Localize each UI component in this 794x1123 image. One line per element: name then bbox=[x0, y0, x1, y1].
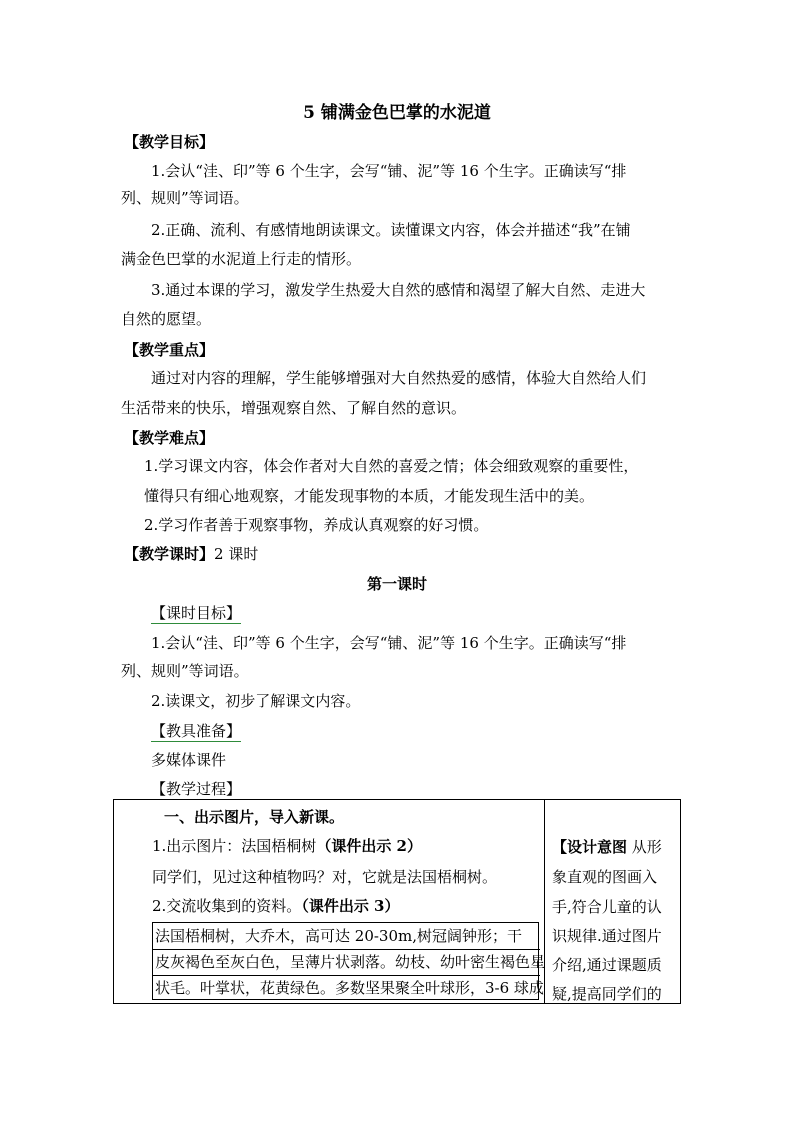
info-box-rule-1 bbox=[153, 949, 540, 950]
focus-line-a: 通过对内容的理解，学生能够增强对大自然热爱的感情，体验大自然给人们 bbox=[151, 369, 647, 387]
info-line-3: 状毛。叶掌状，花黄绿色。多数坚果聚全叶球形，3-6 球成 bbox=[155, 979, 544, 997]
step-2-text: 2.交流收集到的资料。 bbox=[152, 897, 302, 915]
tools-heading-wrap bbox=[151, 720, 241, 742]
difficulty-1b: 懂得只有细心地观察，才能发现事物的本质，才能发现生活中的美。 bbox=[144, 487, 595, 505]
section-heading: 一、出示图片，导入新课。 bbox=[164, 808, 345, 826]
design-intent-line-6: 疑,提高同学们的 bbox=[552, 985, 662, 1003]
design-intent-heading: 【设计意图 bbox=[552, 838, 628, 856]
question-line: 同学们，见过这种植物吗？对，它就是法国梧桐树。 bbox=[152, 868, 498, 886]
goal-3a: 3.通过本课的学习，激发学生热爱大自然的感情和渴望了解大自然、走进大 bbox=[151, 281, 646, 299]
lesson-goal-1b: 列、规则”等词语。 bbox=[121, 662, 249, 680]
design-intent-line-3: 手,符合儿童的认 bbox=[552, 898, 662, 916]
design-intent-line-1 bbox=[552, 836, 662, 858]
step-1 bbox=[152, 835, 422, 857]
design-intent-text-1: 从形 bbox=[631, 838, 662, 856]
focus-line-b: 生活带来的快乐，增强观察自然、了解自然的意识。 bbox=[121, 399, 467, 417]
lesson-goal-heading-wrap bbox=[151, 602, 241, 624]
goal-3b: 自然的愿望。 bbox=[121, 310, 212, 328]
design-intent-line-2: 象直观的图画入 bbox=[552, 868, 658, 886]
hours-value: 2 课时 bbox=[214, 545, 259, 563]
tools-heading: 【教具准备】 bbox=[151, 722, 242, 740]
process-heading: 【教学过程】 bbox=[151, 780, 242, 798]
info-box-rule-2 bbox=[153, 975, 540, 976]
goal-1b: 列、规则”等词语。 bbox=[121, 189, 249, 207]
process-heading-wrap bbox=[151, 778, 241, 800]
hours-heading: 【教学课时】 bbox=[124, 545, 215, 563]
lesson-goal-2: 2.读课文，初步了解课文内容。 bbox=[151, 692, 361, 710]
info-box bbox=[152, 922, 546, 1000]
info-line-1: 法国梧桐树，大乔木，高可达 20-30m,树冠阔钟形；干 bbox=[155, 927, 523, 945]
goal-2a: 2.正确、流利、有感情地朗读课文。读懂课文内容，体会并描述“我”在铺 bbox=[151, 221, 631, 239]
lesson-title: 第一课时 bbox=[366, 575, 427, 593]
difficulty-heading: 【教学难点】 bbox=[124, 429, 215, 447]
difficulty-1a: 1.学习课文内容，体会作者对大自然的喜爱之情；体会细致观察的重要性， bbox=[144, 457, 639, 475]
process-table bbox=[113, 799, 681, 1004]
step-2-courseware: （课件出示 3） bbox=[301, 897, 400, 915]
tools-value: 多媒体课件 bbox=[151, 751, 227, 769]
lesson-goal-1a: 1.会认“洼、印”等 6 个生字，会写“铺、泥”等 16 个生字。正确读写“排 bbox=[151, 634, 627, 652]
hours-line bbox=[124, 543, 258, 565]
difficulty-2: 2.学习作者善于观察事物，养成认真观察的好习惯。 bbox=[144, 516, 489, 534]
step-1-courseware: （课件出示 2） bbox=[316, 837, 422, 855]
step-1-text: 1.出示图片：法国梧桐树 bbox=[152, 837, 317, 855]
focus-heading: 【教学重点】 bbox=[124, 341, 215, 359]
goal-1a: 1.会认“洼、印”等 6 个生字，会写“铺、泥”等 16 个生字。正确读写“排 bbox=[151, 162, 627, 180]
goal-2b: 满金色巴掌的水泥道上行走的情形。 bbox=[121, 250, 362, 268]
design-intent-line-4: 识规律.通过图片 bbox=[552, 927, 662, 945]
design-intent-line-5: 介绍,通过课题质 bbox=[552, 956, 662, 974]
goals-heading: 【教学目标】 bbox=[124, 133, 215, 151]
lesson-goal-heading: 【课时目标】 bbox=[151, 604, 242, 622]
info-line-2: 皮灰褐色至灰白色，呈薄片状剥落。幼枝、幼叶密生褐色星 bbox=[155, 953, 546, 971]
step-2 bbox=[152, 895, 399, 917]
page-title: 5 铺满金色巴掌的水泥道 bbox=[303, 103, 491, 123]
